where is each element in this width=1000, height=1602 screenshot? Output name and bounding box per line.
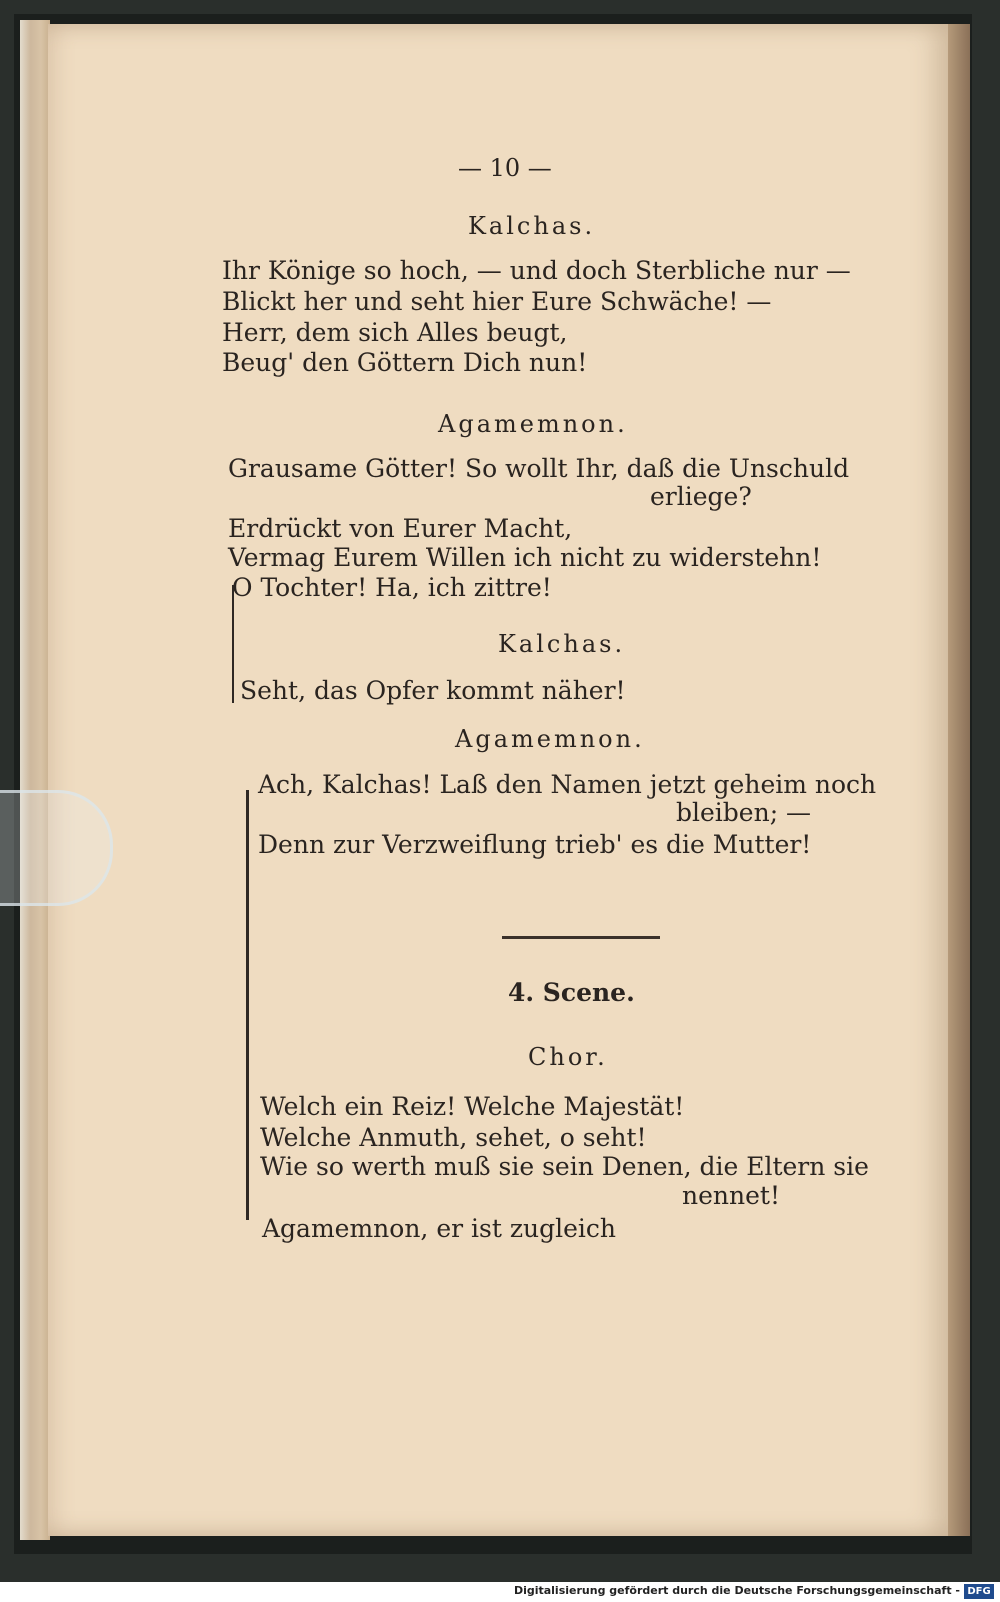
page-number: — 10 — [458,154,552,182]
page-clip-icon [0,790,113,906]
dfg-logo: DFG [964,1584,994,1599]
verse-line: Wie so werth muß sie sein Denen, die Eltern sie [260,1152,869,1181]
verse-line: Denn zur Verzweiflung trieb' es die Mutter! [258,830,812,859]
speaker-agamemnon-2: Agamemnon. [455,725,645,753]
scene-title: 4. Scene. [508,978,635,1007]
margin-brace [246,790,249,1220]
speaker-chor: Chor. [528,1043,608,1071]
verse-line-continuation: nennet! [682,1181,780,1210]
speaker-agamemnon-1: Agamemnon. [438,410,628,438]
verse-line: Ihr Könige so hoch, — und doch Sterbliche nur — [222,256,851,285]
verse-line: Seht, das Opfer kommt näher! [240,676,626,705]
verse-line-continuation: bleiben; — [676,798,812,827]
verse-line: Blickt her und seht hier Eure Schwäche! — [222,287,772,316]
verse-line: Agamemnon, er ist zugleich [262,1214,616,1243]
footer-text: Digitalisierung gefördert durch die Deutsche Forschungsgemeinschaft - [513,1584,960,1597]
speaker-kalchas-2: Kalchas. [498,630,626,658]
verse-line: Vermag Eurem Willen ich nicht zu widerstehn! [228,543,822,572]
verse-line: Grausame Götter! So wollt Ihr, daß die Unschuld [228,454,850,483]
book-gutter [948,24,970,1536]
verse-line: Erdrückt von Eurer Macht, [228,514,573,543]
verse-line: Herr, dem sich Alles beugt, [222,318,568,347]
margin-brace [232,585,234,703]
verse-line: Welche Anmuth, sehet, o seht! [260,1123,647,1152]
verse-line: Beug' den Göttern Dich nun! [222,348,588,377]
verse-line: Welch ein Reiz! Welche Majestät! [260,1092,685,1121]
verse-line: O Tochter! Ha, ich zittre! [232,573,552,602]
verse-line: Ach, Kalchas! Laß den Namen jetzt geheim noch [258,770,877,799]
verse-line-continuation: erliege? [650,482,752,511]
speaker-kalchas-1: Kalchas. [468,212,596,240]
scene-divider [502,936,660,939]
digitization-footer [0,1582,1000,1602]
page-stack-edge [20,20,50,1540]
